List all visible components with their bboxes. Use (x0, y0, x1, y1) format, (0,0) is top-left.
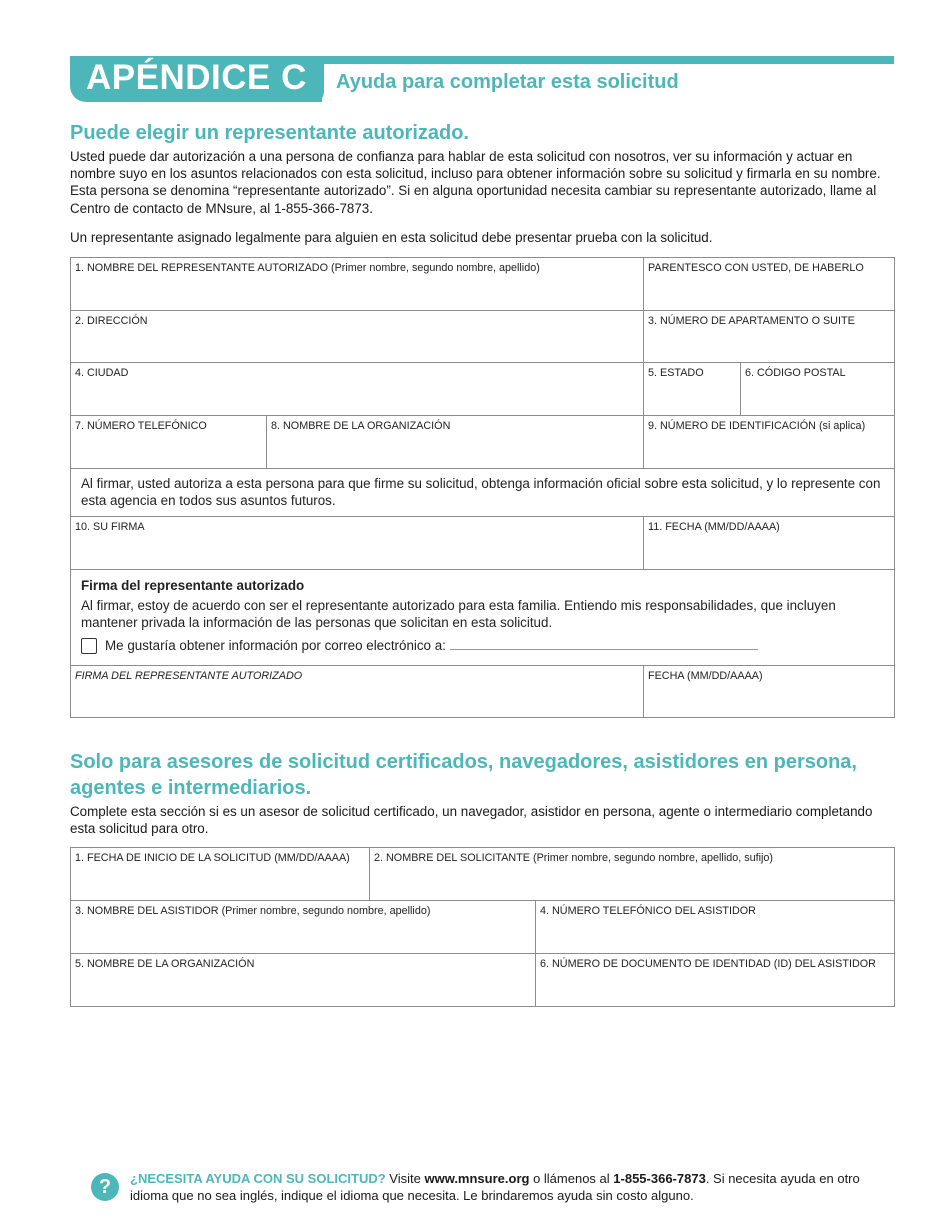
field-label: 2. DIRECCIÓN (75, 315, 148, 327)
help-question-icon: ? (91, 1173, 119, 1201)
help-website-link[interactable]: www.mnsure.org (424, 1171, 530, 1186)
state-field[interactable] (644, 363, 741, 415)
phone-field[interactable] (71, 416, 267, 468)
form-row (71, 363, 895, 416)
help-text (130, 1170, 870, 1204)
consent-statement: Al firmar, usted autoriza a esta persona para que firme su solicitud, obtenga información oficial sobre esta solicitud, y lo represente con esta agencia en todos sus asuntos futuros. (71, 469, 895, 516)
rep-signature-heading: Firma del representante autorizado (81, 578, 305, 593)
form-row (71, 954, 895, 1007)
field-label: 1. NOMBRE DEL REPRESENTANTE AUTORIZADO (Primer nombre, segundo nombre, apellido) (75, 262, 540, 274)
field-label: FECHA (MM/DD/AAAA) (648, 670, 763, 682)
help-rest: . Si necesita ayuda en otro idioma que no sea inglés, indique el idioma que necesita. Le brindaremos ayuda sin costo alguno. (130, 1171, 860, 1203)
rep-signature-text: Al firmar, estoy de acuerdo con ser el representante autorizado para esta familia. Entiendo mis responsabilidades, que incluyen mantener privada la información de las personas que solicitan en esta solicitud. (81, 598, 836, 630)
section1-heading: Puede elegir un representante autorizado. (70, 122, 469, 144)
field-label: FIRMA DEL REPRESENTANTE AUTORIZADO (75, 670, 303, 682)
help-visit: Visite (385, 1171, 425, 1186)
apt-field[interactable] (644, 311, 895, 362)
rep-name-field[interactable] (71, 258, 644, 310)
field-label: 11. FECHA (MM/DD/AAAA) (648, 521, 780, 533)
field-label: 8. NOMBRE DE LA ORGANIZACIÓN (271, 420, 451, 432)
start-date-field[interactable] (71, 848, 370, 900)
help-lead: ¿NECESITA AYUDA CON SU SOLICITUD? (130, 1171, 386, 1186)
appendix-subtitle: Ayuda para completar esta solicitud (336, 71, 679, 93)
appendix-title: APÉNDICE C (86, 58, 307, 97)
field-label: 9. NÚMERO DE IDENTIFICACIÓN (si aplica) (648, 420, 866, 432)
form-row (71, 848, 895, 901)
zip-field[interactable] (741, 363, 895, 415)
assister-form (70, 847, 895, 1007)
your-signature-field[interactable] (71, 517, 644, 569)
city-field[interactable] (71, 363, 644, 415)
assister-phone-field[interactable] (536, 901, 895, 953)
header-rule (310, 56, 894, 64)
help-phone[interactable]: 1-855-366-7873 (613, 1171, 706, 1186)
applicant-name-field[interactable] (370, 848, 895, 900)
field-label: 3. NÚMERO DE APARTAMENTO O SUITE (648, 315, 855, 327)
field-label: 3. NOMBRE DEL ASISTIDOR (Primer nombre, segundo nombre, apellido) (75, 905, 431, 917)
relationship-field[interactable] (644, 258, 895, 310)
field-label: 5. ESTADO (648, 367, 704, 379)
field-label: 1. FECHA DE INICIO DE LA SOLICITUD (MM/DD/AAAA) (75, 852, 350, 864)
form-row (71, 901, 895, 954)
field-label: 7. NÚMERO TELEFÓNICO (75, 420, 207, 432)
form-row (71, 469, 895, 517)
section2-intro: Complete esta sección si es un asesor de solicitud certificado, un navegador, asistidor en persona, agente o intermediario completando esta solicitud para otro. (70, 804, 873, 837)
field-label: 4. NÚMERO TELEFÓNICO DEL ASISTIDOR (540, 905, 756, 917)
field-label: 10. SU FIRMA (75, 521, 145, 533)
id-number-field[interactable] (644, 416, 895, 468)
form-row (71, 311, 895, 363)
field-label: 6. CÓDIGO POSTAL (745, 367, 846, 379)
email-input[interactable] (450, 637, 758, 650)
field-label: 4. CIUDAD (75, 367, 129, 379)
rep-signature-block (71, 570, 895, 665)
help-or-call: o llámenos al (529, 1171, 614, 1186)
section1-intro: Usted puede dar autorización a una persona de confianza para hablar de esta solicitud con nosotros, ver su información y actuar en nombre suyo en los asuntos relacionados con esta solicitud, incluso para obtener información sobre su solicitud y firmarla en su nombre. Esta persona se denomina “representante autorizado”. Si en alguna oportunidad necesita cambiar su representante autorizado, llame al Centro de contacto de MNsure, al 1-855-366-7873. (70, 149, 881, 216)
rep-signature-field[interactable] (71, 666, 644, 717)
section1-note: Un representante asignado legalmente para alguien en esta solicitud debe presentar prueba con la solicitud. (70, 230, 713, 245)
address-field[interactable] (71, 311, 644, 362)
email-checkbox-label: Me gustaría obtener información por correo electrónico a: (105, 638, 446, 653)
org-name-field[interactable] (71, 954, 536, 1006)
rep-date-field[interactable] (644, 666, 895, 717)
form-row (71, 258, 895, 311)
form-row (71, 416, 895, 469)
organization-field[interactable] (267, 416, 644, 468)
signature-date-field[interactable] (644, 517, 895, 569)
form-row (71, 517, 895, 570)
field-label: PARENTESCO CON USTED, DE HABERLO (648, 262, 864, 274)
assister-id-field[interactable] (536, 954, 895, 1006)
field-label: 2. NOMBRE DEL SOLICITANTE (Primer nombre, segundo nombre, apellido, sufijo) (374, 852, 774, 864)
field-label: 5. NOMBRE DE LA ORGANIZACIÓN (75, 958, 255, 970)
representative-form (70, 257, 895, 718)
email-checkbox[interactable] (81, 638, 97, 654)
assister-name-field[interactable] (71, 901, 536, 953)
email-option (81, 637, 884, 654)
form-row (71, 666, 895, 718)
form-row (71, 570, 895, 666)
field-label: 6. NÚMERO DE DOCUMENTO DE IDENTIDAD (ID) DEL ASISTIDOR (540, 958, 876, 970)
section2-heading: Solo para asesores de solicitud certificados, navegadores, asistidores en persona, agentes e intermediarios. (70, 751, 857, 799)
